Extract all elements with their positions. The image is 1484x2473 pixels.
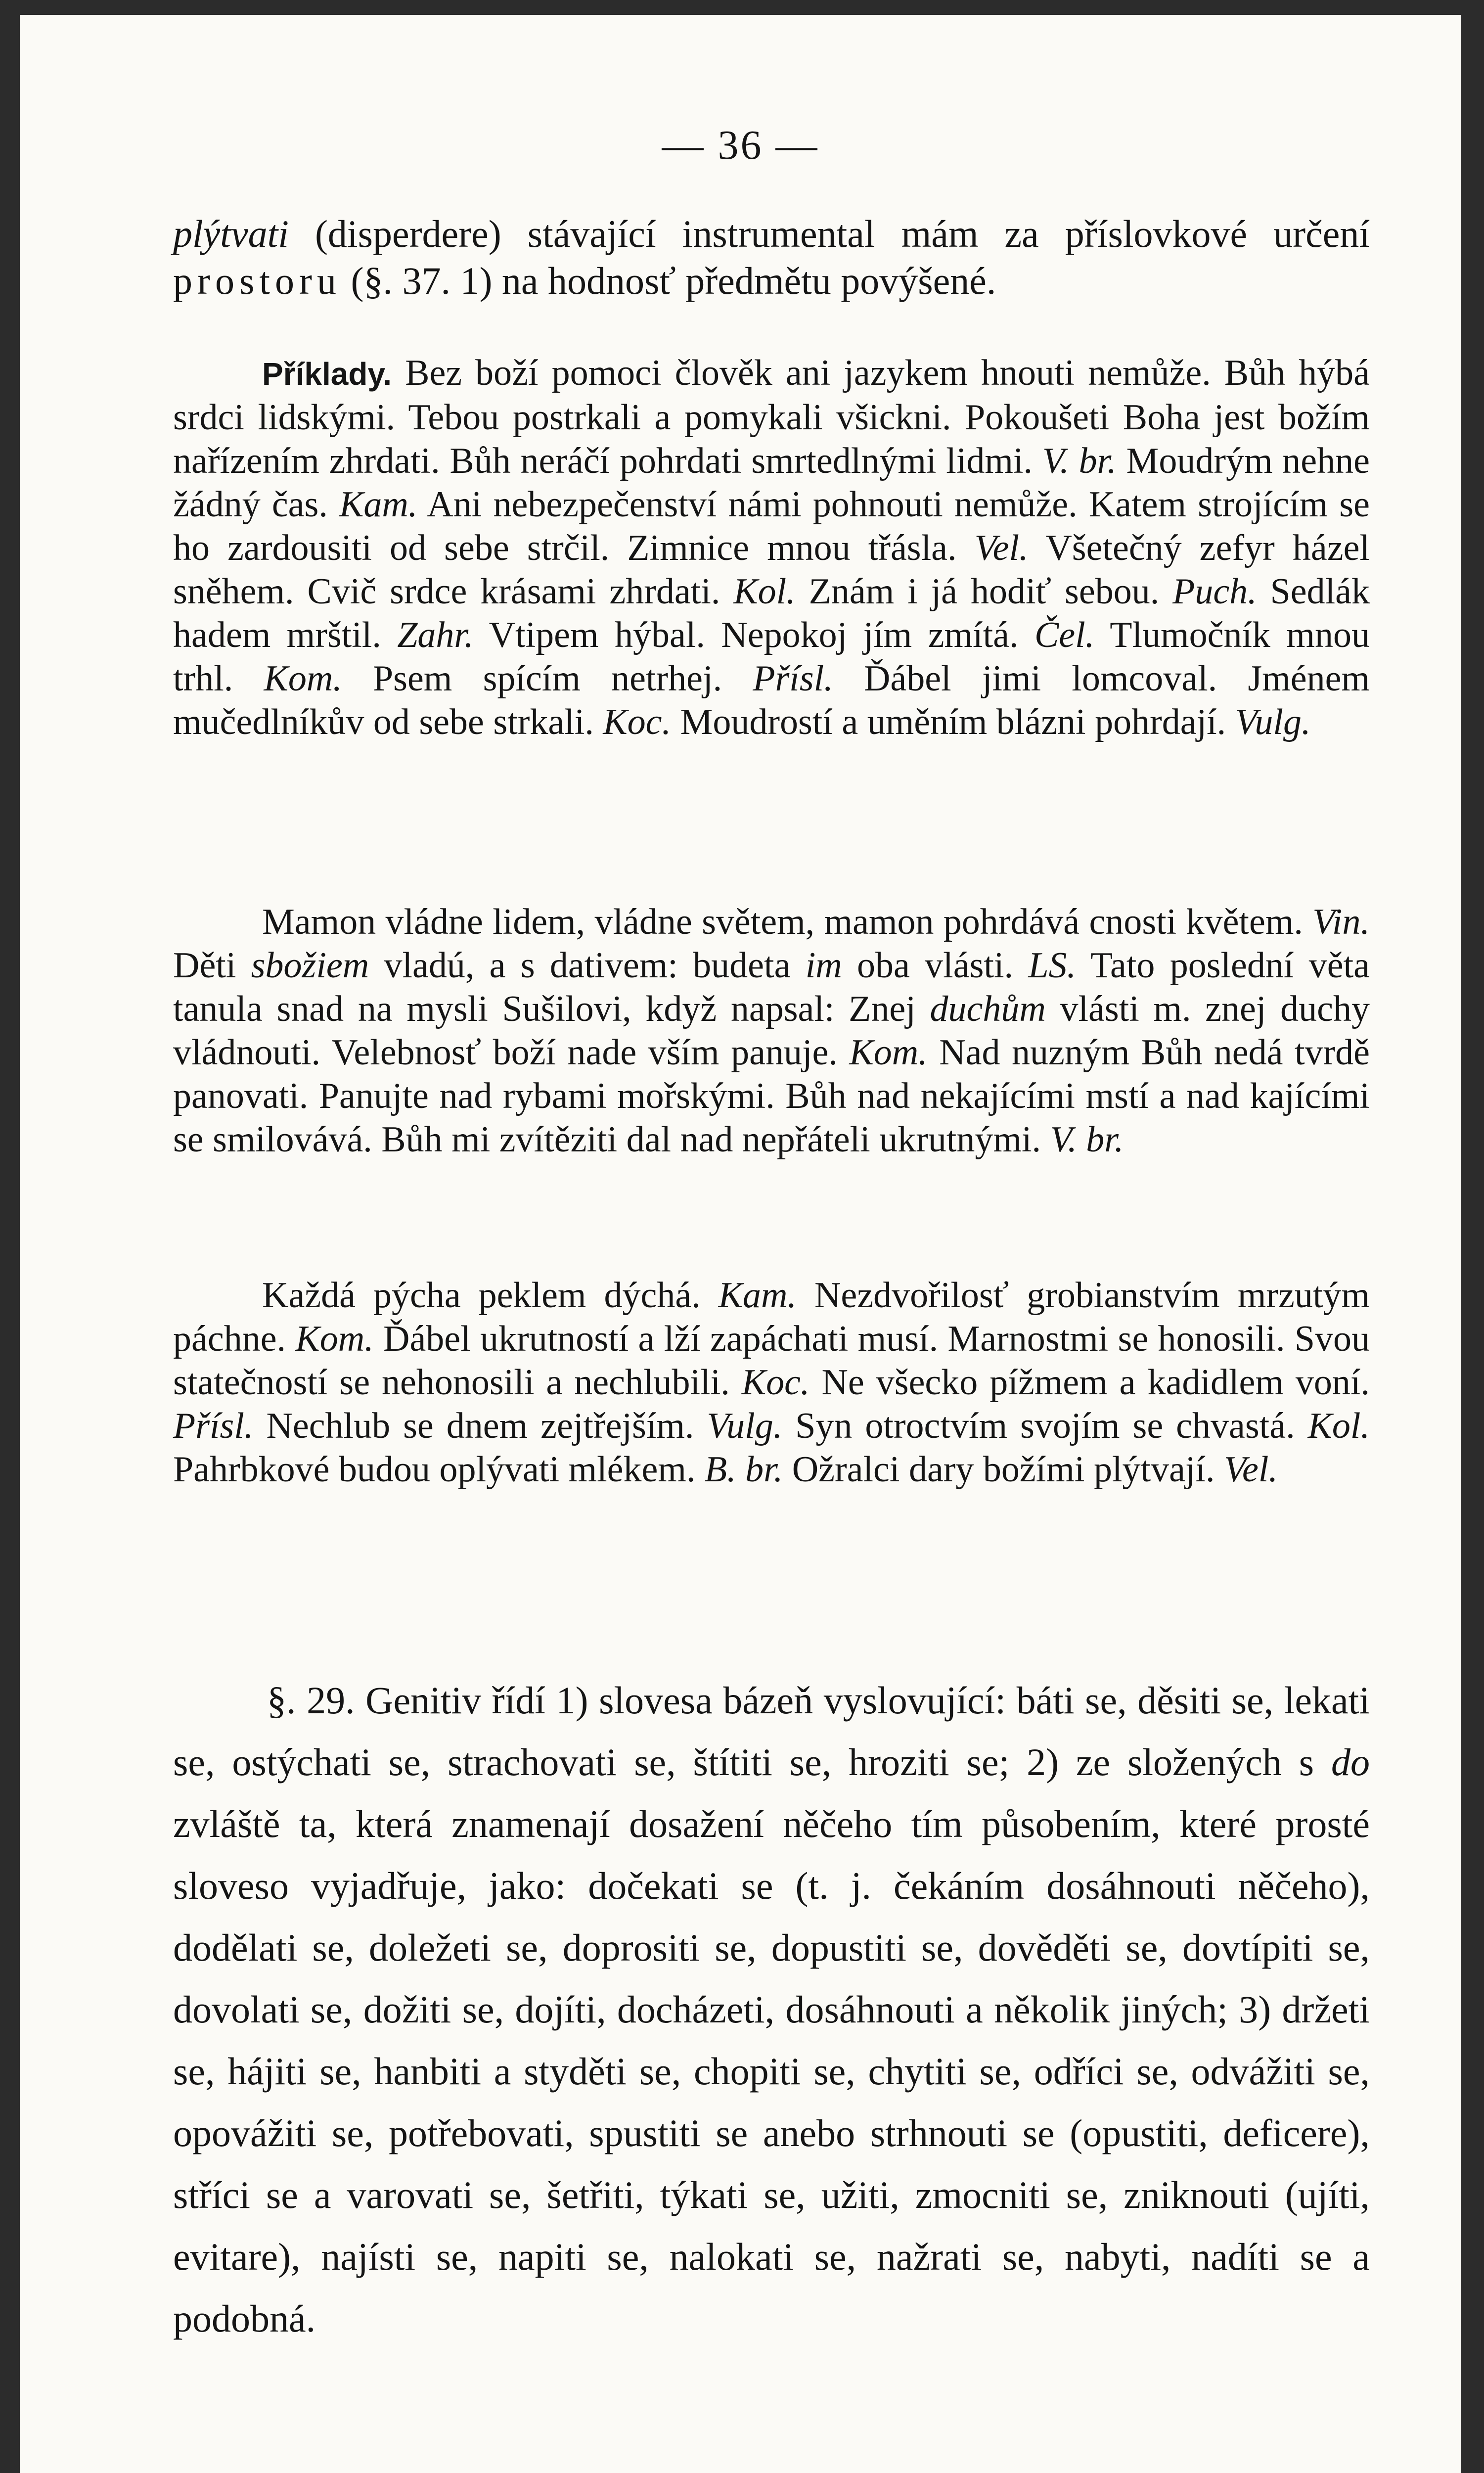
book-page [20, 15, 1461, 2473]
term-plytvati: plýtvati [173, 212, 289, 255]
spaced-word: prostoru [173, 259, 341, 302]
source-ref: V. br. [1042, 441, 1117, 481]
source-ref: Kom. [849, 1032, 928, 1073]
italic-word: im [805, 945, 842, 986]
examples-paragraph: Příklady. Bez boží pomoci člověk ani jazykem hnouti nemůže. Bůh hýbá srdci lidskými. Tebou postrkali a pomykali všickni. Pokoušeti Boha jest božím nařízením zhrdati. Bůh neráčí pohrdati smrtedlnými lidmi. V. br. Moudrým nehne žádný čas. Kam. Ani nebezpečenství námi pohnouti nemůže. Katem strojícím se ho zardousiti od sebe strčil. Zimnice mnou třásla. Vel. Všetečný zefyr házel sněhem. Cvič srdce krásami zhrdati. Kol. Znám i já hodiť sebou. Puch. Sedlák hadem mrštil. Zahr. Vtipem hýbal. Nepokoj jím zmítá. Čel. Tlumočník mnou trhl. Kom. Psem spícím netrhej. Přísl. Ďábel jimi lomcoval. Jménem mučedlníkův od sebe strkali. Koc. Moudrostí a uměním blázni pohrdají. Vulg. [173, 353, 1370, 742]
source-ref: Kom. [295, 1319, 374, 1359]
source-ref: Vel. [1224, 1449, 1278, 1490]
source-ref: Kam. [339, 484, 418, 525]
source-ref: Vulg. [1235, 702, 1311, 742]
source-ref: Puch. [1172, 571, 1257, 612]
source-ref: Vin. [1312, 902, 1370, 942]
pycha-paragraph: Každá pýcha peklem dýchá. Kam. Nezdvořilosť grobianstvím mrzutým páchne. Kom. Ďábel ukrutností a lží zapáchati musí. Marnostmi se honosili. Svou statečností se nehonosili a nechlubili. Koc. Ne všecko pížmem a kadidlem voní. Přísl. Nechlub se dnem zejtřejším. Vulg. Syn otroctvím svojím se chvastá. Kol. Pahrbkové budou oplývati mlékem. B. br. Ožralci dary božími plýtvají. Vel. [173, 1275, 1370, 1490]
source-ref: B. br. [704, 1449, 783, 1490]
source-ref: Čel. [1034, 615, 1095, 655]
italic-word: do [1331, 1740, 1370, 1784]
source-ref: Koc. [603, 702, 672, 742]
source-ref: V. br. [1050, 1119, 1124, 1160]
source-ref: Přísl. [173, 1406, 254, 1446]
source-ref: Koc. [741, 1362, 810, 1403]
source-ref: Kam. [718, 1275, 797, 1316]
source-ref: Kol. [733, 571, 796, 612]
source-ref: Vulg. [707, 1406, 783, 1446]
source-ref: Přísl. [753, 658, 833, 699]
source-ref: Zahr. [397, 615, 474, 655]
source-ref: Kol. [1307, 1406, 1370, 1446]
source-ref: Vel. [974, 528, 1029, 568]
page-number: — 36 — [662, 122, 819, 168]
source-ref: Kom. [264, 658, 342, 699]
italic-word: sbožiem [251, 945, 369, 986]
intro-paragraph: plýtvati (disperdere) stávající instrumental mám za příslovkové určení prostoru (§. 37. 1) na hodnosť předmětu povýšené. [173, 212, 1370, 302]
mamon-paragraph: Mamon vládne lidem, vládne světem, mamon pohrdává cnosti květem. Vin. Děti sbožiem vladú, a s dativem: budeta im oba vlásti. LS. Tato poslední věta tanula snad na mysli Sušilovi, když napsal: Znej duchům vlásti m. znej duchy vládnouti. Velebnosť boží nade vším panuje. Kom. Nad nuzným Bůh nedá tvrdě panovati. Panujte nad rybami mořskými. Bůh nad nekajícími mstí a nad kajícími se smilovává. Bůh mi zvítěziti dal nad nepřáteli ukrutnými. V. br. [173, 902, 1370, 1160]
source-ref: LS. [1028, 945, 1076, 986]
section-29-paragraph: §. 29. Genitiv řídí 1) slovesa bázeň vyslovující: báti se, děsiti se, lekati se, ostýchati se, strachovati se, štítiti se, hroziti se; 2) ze složených s do zvláště ta, která znamenají dosažení něčeho tím působením, které prosté sloveso vyjadřuje, jako: dočekati se (t. j. čekáním dosáhnouti něčeho), dodělati se, doležeti se, doprositi se, dopustiti se, dověděti se, dovtípiti se, dovolati se, dožiti se, dojíti, docházeti, dosáhnouti a několik jiných; 3) držeti se, hájiti se, hanbiti a styděti se, chopiti se, chytiti se, odříci se, odvážiti se, opovážiti se, potřebovati, spustiti se anebo strhnouti se (opustiti, deficere), stříci se a varovati se, šetřiti, týkati se, užiti, zmocniti se, zniknouti (ujíti, evitare), najísti se, napiti se, nalokati se, nažrati se, nabyti, nadíti se a podobná. [173, 1679, 1370, 2340]
examples-label: Příklady. [262, 356, 392, 392]
italic-word: duchům [930, 989, 1046, 1029]
